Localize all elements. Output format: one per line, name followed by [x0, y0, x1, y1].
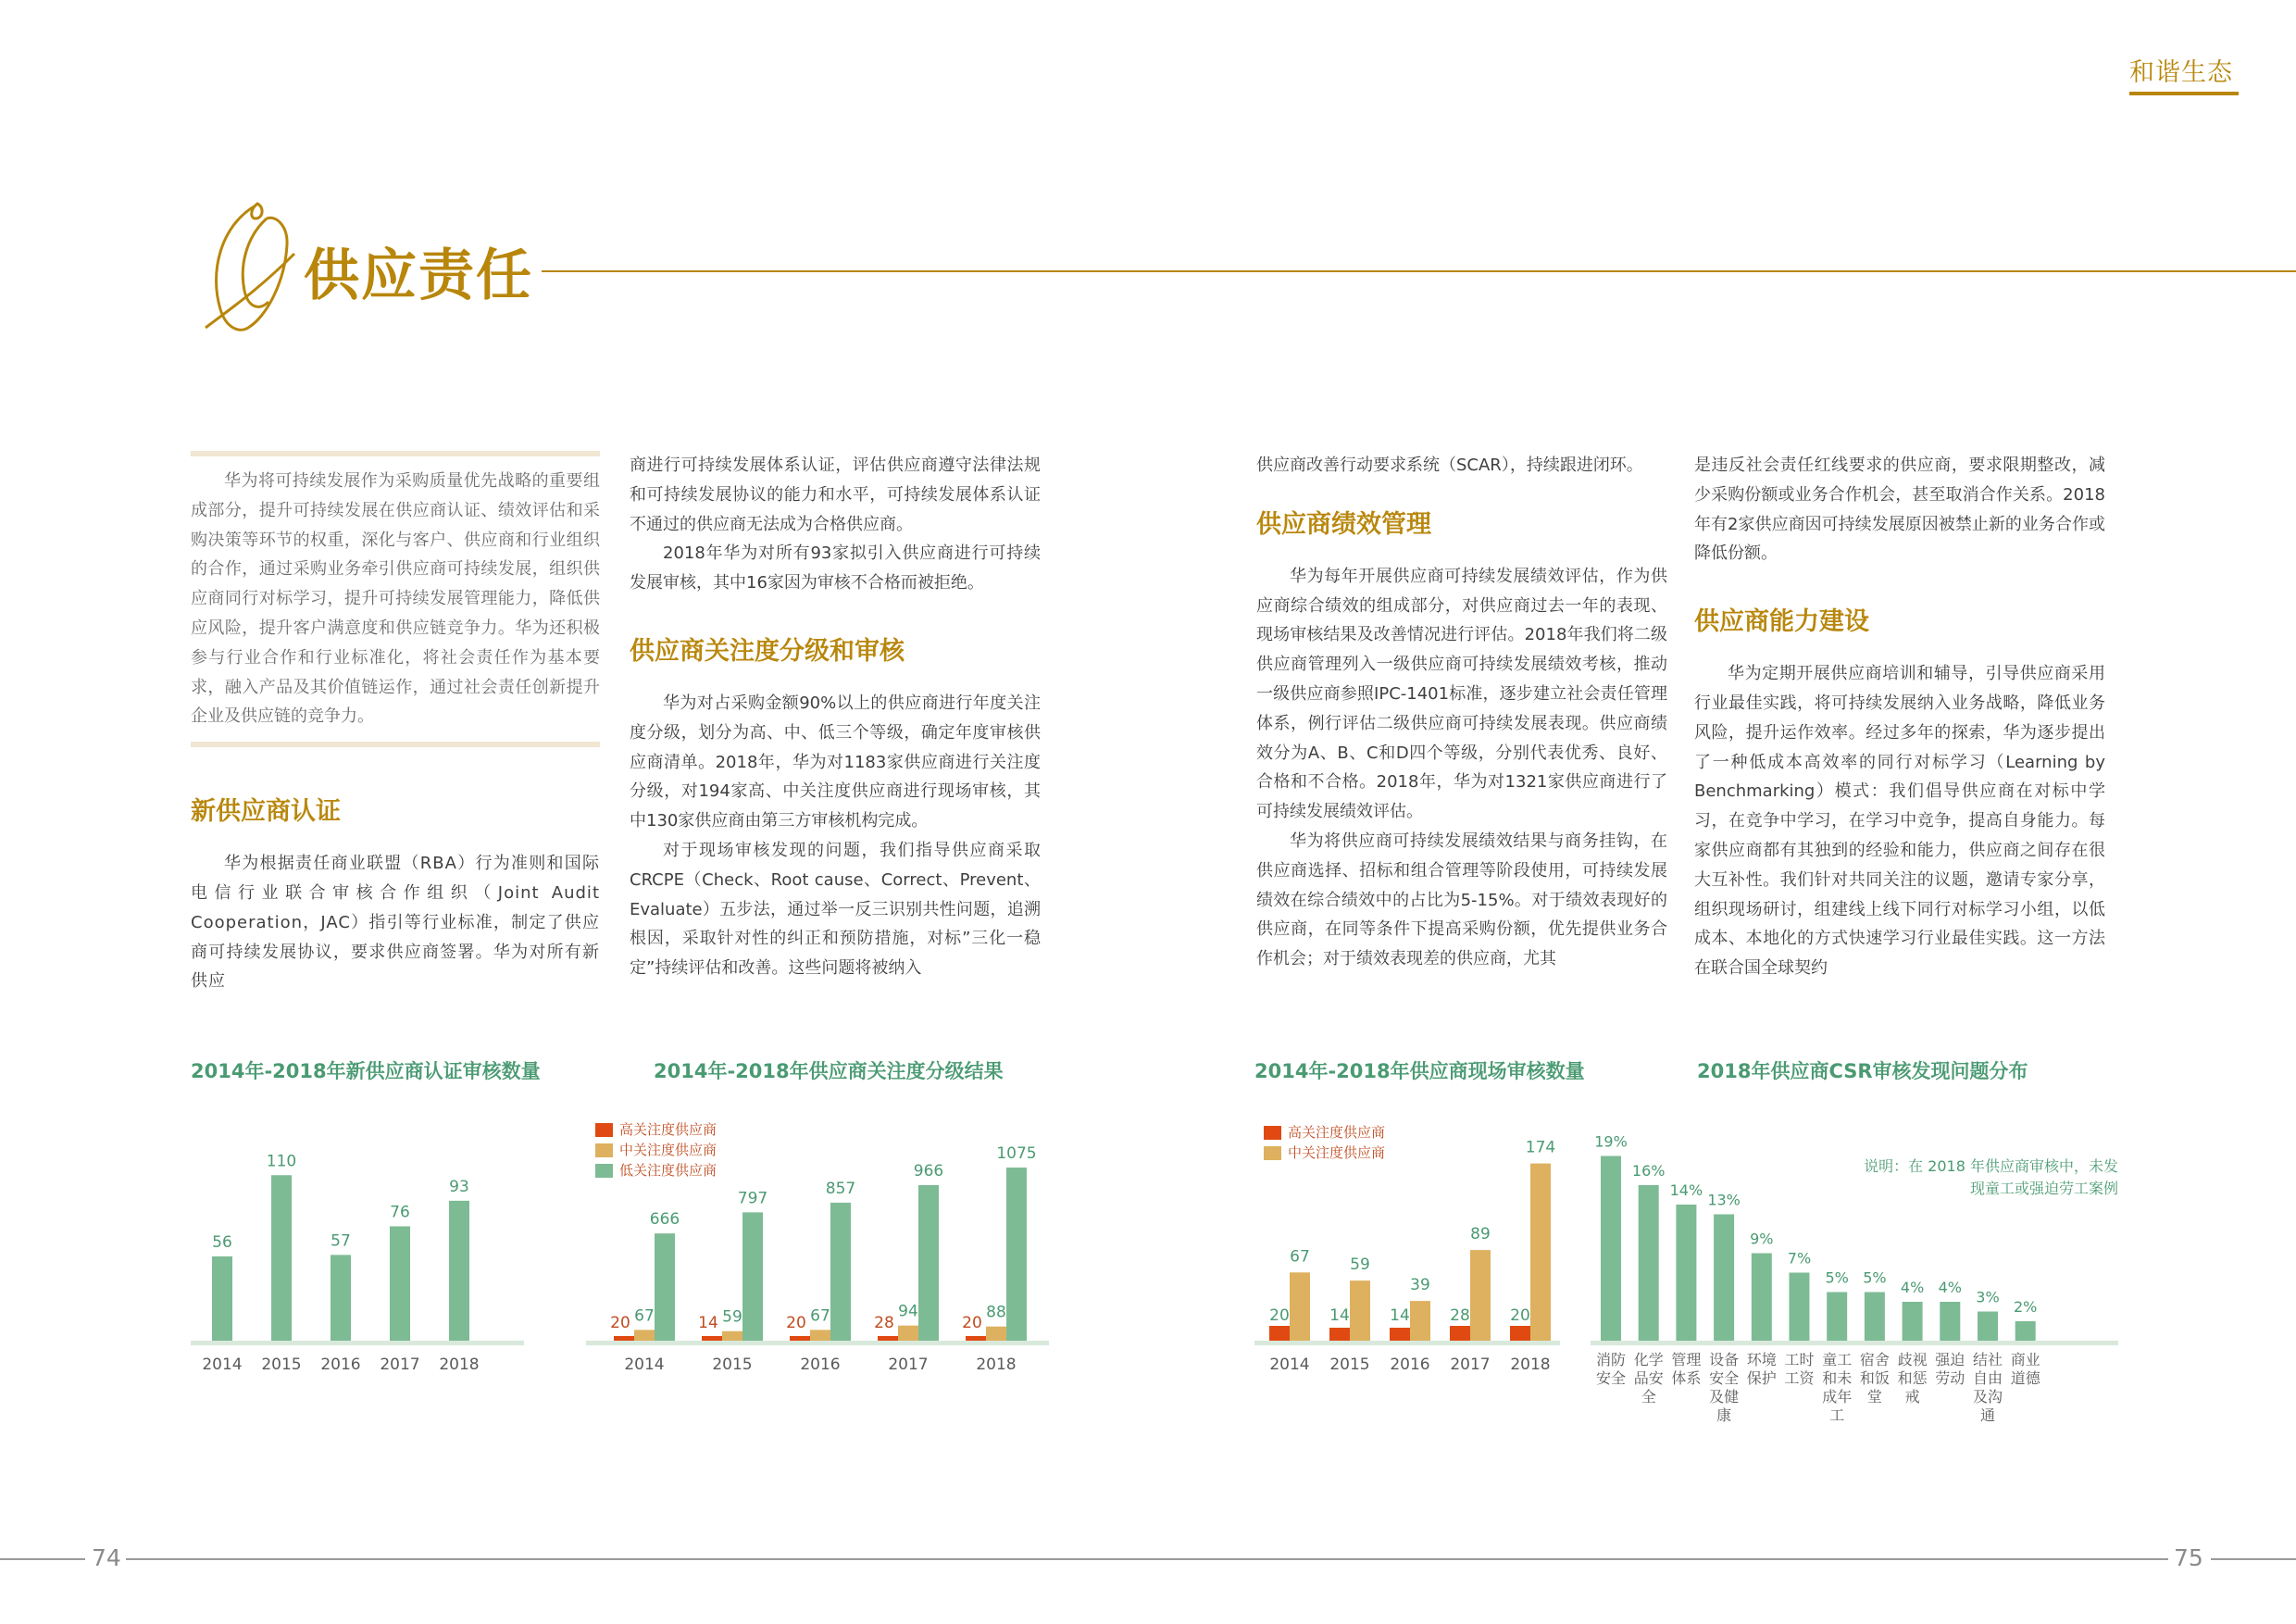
- data-label: 14%: [1669, 1181, 1703, 1199]
- bar: [655, 1233, 675, 1341]
- text-column-3: [1256, 451, 1667, 974]
- x-tick-label: 设备: [1709, 1351, 1740, 1368]
- data-label: 94: [898, 1302, 918, 1321]
- page-number-right: 75: [2174, 1544, 2203, 1571]
- performance-paragraph-2: 华为将供应商可持续发展绩效结果与商务挂钩，在供应商选择、招标和组合管理等阶段使用，可持续发展绩效在综合绩效中的占比为5-15%。对于绩效表现好的供应商，在同等条件下提高采购份额，优先提供业务合作机会；对于绩效表现差的供应商，尤其: [1256, 831, 1667, 969]
- section-tag: 和谐生态: [2129, 58, 2233, 87]
- x-tick-label: 自由: [1972, 1369, 2003, 1387]
- bar: [1470, 1250, 1491, 1341]
- data-label: 5%: [1825, 1268, 1849, 1287]
- data-label: 20: [610, 1314, 630, 1332]
- bar: [1350, 1280, 1370, 1341]
- x-tick-label: 结社: [1972, 1351, 2003, 1368]
- bar: [1790, 1273, 1810, 1342]
- bar: [810, 1330, 830, 1341]
- bar: [2015, 1321, 2036, 1341]
- bar: [1601, 1156, 1621, 1342]
- data-label: 20: [1510, 1306, 1530, 1325]
- data-label: 857: [825, 1179, 856, 1198]
- x-axis-line: [1591, 1341, 2118, 1345]
- heading-capability: 供应商能力建设: [1694, 607, 1869, 637]
- title-rule: [542, 270, 2296, 272]
- data-label: 59: [722, 1307, 742, 1327]
- bar: [1676, 1205, 1696, 1341]
- bar: [830, 1203, 851, 1341]
- x-tick-label: 戒: [1904, 1388, 1920, 1405]
- new-supplier-paragraph: 华为根据责任商业联盟（RBA）行为准则和国际电信行业联合审核合作组织（Joint Audit Cooperation，JAC）指引等行业标准，制定了供应商可持续发展协议，要求供应商签署。华为对所有新供应: [191, 854, 600, 992]
- bar: [1714, 1215, 1734, 1342]
- chart-3-title: 2014年-2018年供应商现场审核数量: [1254, 1060, 1585, 1082]
- legend-label: 中关注度供应商: [619, 1142, 718, 1158]
- x-tick-label: 工: [1829, 1406, 1845, 1424]
- chart-2-risk-grading-results: [586, 1093, 1049, 1389]
- bar: [1410, 1301, 1430, 1341]
- data-label: 110: [266, 1152, 297, 1171]
- risk-grading-paragraph-2: 对于现场审核发现的问题，我们指导供应商采取CRCPE（Check、Root cause、Correct、Prevent、Evaluate）五步法，通过举一反三识别共性问题，追溯根因，采取针对性的纠正和预防措施，对标”三化一稳定”持续评估和改善。这些问题将被纳入: [630, 840, 1041, 979]
- legend-label: 高关注度供应商: [1288, 1124, 1386, 1141]
- chart-1-new-supplier-audits: [191, 1093, 524, 1389]
- x-tick-label: 工时: [1784, 1351, 1815, 1368]
- x-axis-line: [1254, 1341, 1560, 1345]
- data-label: 20: [962, 1314, 982, 1332]
- bar: [271, 1175, 292, 1341]
- x-tick-label: 2014: [202, 1355, 243, 1374]
- x-tick-label: 环境: [1746, 1351, 1777, 1368]
- risk-grading-paragraph-1: 华为对占采购金额90%以上的供应商进行年度关注度分级，划分为高、中、低三个等级，确定年度审核供应商清单。2018年，华为对1183家供应商进行关注度分级，对194家高、中关注度供应商进行现场审核，其中130家供应商由第三方审核机构完成。: [630, 693, 1041, 831]
- bar: [790, 1336, 810, 1341]
- data-label: 93: [449, 1177, 469, 1196]
- data-label: 56: [212, 1233, 232, 1252]
- x-tick-label: 消防: [1595, 1351, 1627, 1368]
- chart-4-csr-issue-distribution: [1591, 1093, 2118, 1444]
- x-tick-label: 2017: [380, 1355, 420, 1374]
- x-tick-label: 和未: [1822, 1369, 1853, 1387]
- data-label: 76: [390, 1203, 410, 1222]
- bar: [1269, 1326, 1290, 1341]
- x-tick-label: 2016: [800, 1355, 841, 1374]
- x-axis-line: [586, 1341, 1049, 1345]
- chart-2-title: 2014年-2018年供应商关注度分级结果: [654, 1060, 1004, 1082]
- data-label: 14: [698, 1314, 718, 1332]
- new-supplier-paragraph-cont: 商进行可持续发展体系认证，评估供应商遵守法律法规和可持续发展协议的能力和水平，可持续发展体系认证不通过的供应商无法成为合格供应商。: [630, 456, 1041, 534]
- data-label: 16%: [1631, 1162, 1666, 1180]
- data-label: 966: [913, 1162, 944, 1181]
- x-tick-label: 2017: [888, 1355, 929, 1374]
- bar: [212, 1256, 232, 1341]
- intro-box: [191, 451, 600, 747]
- data-label: 88: [986, 1303, 1006, 1322]
- x-tick-label: 强迫: [1935, 1351, 1965, 1368]
- bar: [966, 1336, 986, 1341]
- bar: [1329, 1328, 1350, 1341]
- data-label: 2%: [2014, 1298, 2038, 1316]
- x-tick-label: 康: [1716, 1406, 1732, 1424]
- heading-new-supplier: 新供应商认证: [191, 797, 341, 827]
- x-tick-label: 道德: [2010, 1369, 2040, 1387]
- bar: [1903, 1302, 1923, 1341]
- x-tick-label: 2015: [712, 1355, 753, 1374]
- x-tick-label: 堂: [1866, 1388, 1882, 1405]
- heading-risk-grading: 供应商关注度分级和审核: [630, 636, 905, 666]
- bar: [742, 1212, 763, 1341]
- data-label: 20: [1269, 1306, 1290, 1325]
- data-label: 39: [1410, 1276, 1430, 1295]
- data-label: 67: [1290, 1247, 1310, 1267]
- page-title: 供应责任: [304, 244, 533, 308]
- bar: [614, 1336, 634, 1341]
- chart-3-onsite-audits: [1254, 1093, 1560, 1389]
- legend-label: 高关注度供应商: [619, 1121, 718, 1138]
- x-tick-label: 及健: [1709, 1388, 1740, 1405]
- bar: [1530, 1164, 1551, 1341]
- text-column-4: [1694, 451, 2105, 983]
- text-column-2: [630, 451, 1041, 983]
- risk-grading-paragraph-cont: 供应商改善行动要求系统（SCAR），持续跟进闭环。: [1256, 456, 1643, 475]
- footer-line-main: [126, 1558, 2168, 1560]
- x-tick-label: 成年: [1822, 1388, 1853, 1405]
- x-tick-label: 歧视: [1897, 1351, 1928, 1368]
- x-tick-label: 2018: [439, 1355, 480, 1374]
- data-label: 67: [634, 1306, 655, 1326]
- chart-4-note: 说明：在 2018 年供应商审核中，未发现童工或强迫劳工案例: [1864, 1157, 2118, 1197]
- bar: [722, 1331, 742, 1341]
- bar: [331, 1255, 351, 1341]
- x-tick-label: 全: [1641, 1388, 1656, 1405]
- bar: [986, 1327, 1006, 1341]
- bar: [390, 1227, 410, 1342]
- heading-performance: 供应商绩效管理: [1256, 509, 1431, 539]
- data-label: 7%: [1787, 1249, 1812, 1268]
- data-label: 797: [737, 1189, 768, 1208]
- footer-line-right: [2211, 1558, 2296, 1560]
- data-label: 3%: [1976, 1288, 2000, 1306]
- chart-4-title: 2018年供应商CSR审核发现问题分布: [1697, 1060, 2028, 1082]
- data-label: 14: [1390, 1306, 1410, 1325]
- capability-paragraph: 华为定期开展供应商培训和辅导，引导供应商采用行业最佳实践，将可持续发展纳入业务战略，降低业务风险，提升运作效率。经过多年的探索，华为逐步提出了一种低成本高效率的同行对标学习（Learning by Benchmarking）模式：我们倡导供应商在对标中学习，在竞争中学习，在学习中竞争，提高自身能力。每家供应商都有其独到的经验和能力，供应商之间存在很大互补性。我们针对共同关注的议题，邀请专家分享，组织现场研讨，组建线上线下同行对标学习小组，以低成本、本地化的方式快速学习行业最佳实践。这一方法在联合国全球契约: [1694, 664, 2105, 979]
- bar: [918, 1185, 939, 1341]
- bar: [1978, 1312, 1998, 1342]
- bar: [449, 1201, 469, 1341]
- bar: [1752, 1254, 1772, 1342]
- x-tick-label: 商业: [2010, 1351, 2040, 1368]
- x-tick-label: 及沟: [1972, 1388, 2003, 1405]
- bar: [878, 1336, 898, 1341]
- data-label: 14: [1329, 1306, 1350, 1325]
- x-tick-label: 童工: [1822, 1351, 1853, 1368]
- section-tag-underline: [2129, 92, 2239, 95]
- bar: [1290, 1272, 1310, 1341]
- x-tick-label: 2017: [1450, 1355, 1491, 1374]
- text-column-1: [191, 451, 600, 996]
- x-tick-label: 2014: [1269, 1355, 1310, 1374]
- x-axis-line: [191, 1341, 524, 1345]
- x-tick-label: 2018: [976, 1355, 1017, 1374]
- data-label: 20: [786, 1314, 806, 1332]
- data-label: 9%: [1750, 1230, 1774, 1248]
- x-tick-label: 和饭: [1859, 1369, 1890, 1387]
- bar: [1865, 1293, 1885, 1342]
- x-tick-label: 2016: [320, 1355, 361, 1374]
- bar: [702, 1336, 722, 1341]
- data-label: 28: [874, 1314, 894, 1332]
- x-tick-label: 2018: [1510, 1355, 1551, 1374]
- page-number-left: 74: [92, 1544, 121, 1571]
- performance-paragraph-cont: 是违反社会责任红线要求的供应商，要求限期整改，减少采购份额或业务合作机会，甚至取消合作关系。2018年有2家供应商因可持续发展原因被禁止新的业务合作或降低份额。: [1694, 456, 2105, 564]
- data-label: 28: [1450, 1306, 1470, 1325]
- x-tick-label: 保护: [1746, 1369, 1777, 1387]
- x-tick-label: 体系: [1671, 1369, 1702, 1387]
- data-label: 19%: [1594, 1132, 1628, 1151]
- x-tick-label: 2016: [1390, 1355, 1430, 1374]
- x-tick-label: 宿舍: [1859, 1351, 1890, 1368]
- bar: [1510, 1326, 1530, 1341]
- new-supplier-paragraph-2: 2018年华为对所有93家拟引入供应商进行可持续发展审核，其中16家因为审核不合格而被拒绝。: [630, 543, 1041, 593]
- bar: [1390, 1328, 1410, 1341]
- x-tick-label: 劳动: [1935, 1369, 1965, 1387]
- x-tick-label: 工资: [1784, 1369, 1815, 1387]
- data-label: 1075: [996, 1144, 1037, 1164]
- bar: [1639, 1185, 1659, 1341]
- legend-label: 中关注度供应商: [1288, 1144, 1386, 1161]
- chart-1-title: 2014年-2018年新供应商认证审核数量: [191, 1060, 541, 1082]
- data-label: 666: [649, 1210, 680, 1230]
- x-tick-label: 安全: [1709, 1369, 1740, 1387]
- data-label: 57: [331, 1231, 351, 1251]
- legend-label: 低关注度供应商: [619, 1162, 718, 1179]
- footer-line-left-a: [0, 1558, 85, 1560]
- x-tick-label: 2014: [624, 1355, 665, 1374]
- data-label: 89: [1470, 1225, 1491, 1244]
- data-label: 5%: [1863, 1268, 1887, 1287]
- bar: [1940, 1302, 1960, 1341]
- x-tick-label: 2015: [1329, 1355, 1370, 1374]
- data-label: 59: [1350, 1255, 1370, 1275]
- data-label: 4%: [1938, 1279, 1962, 1296]
- x-tick-label: 化学: [1633, 1351, 1664, 1368]
- bar: [634, 1330, 655, 1341]
- x-tick-label: 通: [1979, 1406, 1996, 1424]
- x-tick-label: 和惩: [1897, 1369, 1928, 1387]
- leaf-logo-icon: [202, 198, 304, 337]
- intro-paragraph: 华为将可持续发展作为采购质量优先战略的重要组成部分，提升可持续发展在供应商认证、绩效评估和采购决策等环节的权重，深化与客户、供应商和行业组织的合作，通过采购业务牵引供应商可持续发展，组织供应商同行对标学习，提升可持续发展管理能力，降低供应风险，提升客户满意度和供应链竞争力。华为还积极参与行业合作和行业标准化，将社会责任作为基本要求，融入产品及其价值链运作，通过社会责任创新提升企业及供应链的竞争力。: [191, 471, 600, 727]
- data-label: 67: [810, 1306, 830, 1326]
- x-tick-label: 2015: [261, 1355, 302, 1374]
- performance-paragraph-1: 华为每年开展供应商可持续发展绩效评估，作为供应商综合绩效的组成部分，对供应商过去一年的表现、现场审核结果及改善情况进行评估。2018年我们将二级供应商管理列入一级供应商可持续发展绩效考核，推动一级供应商参照IPC-1401标准，逐步建立社会责任管理体系，例行评估二级供应商可持续发展表现。供应商绩效分为A、B、C和D四个等级，分别代表优秀、良好、合格和不合格。2018年，华为对1321家供应商进行了可持续发展绩效评估。: [1256, 566, 1667, 822]
- bar: [1450, 1326, 1470, 1341]
- data-label: 4%: [1900, 1279, 1925, 1296]
- x-tick-label: 安全: [1595, 1369, 1627, 1387]
- x-tick-label: 管理: [1671, 1351, 1702, 1368]
- bar: [1827, 1293, 1847, 1342]
- bar: [1006, 1168, 1027, 1341]
- x-tick-label: 品安: [1633, 1369, 1664, 1387]
- data-label: 13%: [1707, 1191, 1741, 1209]
- bar: [898, 1326, 918, 1341]
- data-label: 174: [1525, 1138, 1556, 1157]
